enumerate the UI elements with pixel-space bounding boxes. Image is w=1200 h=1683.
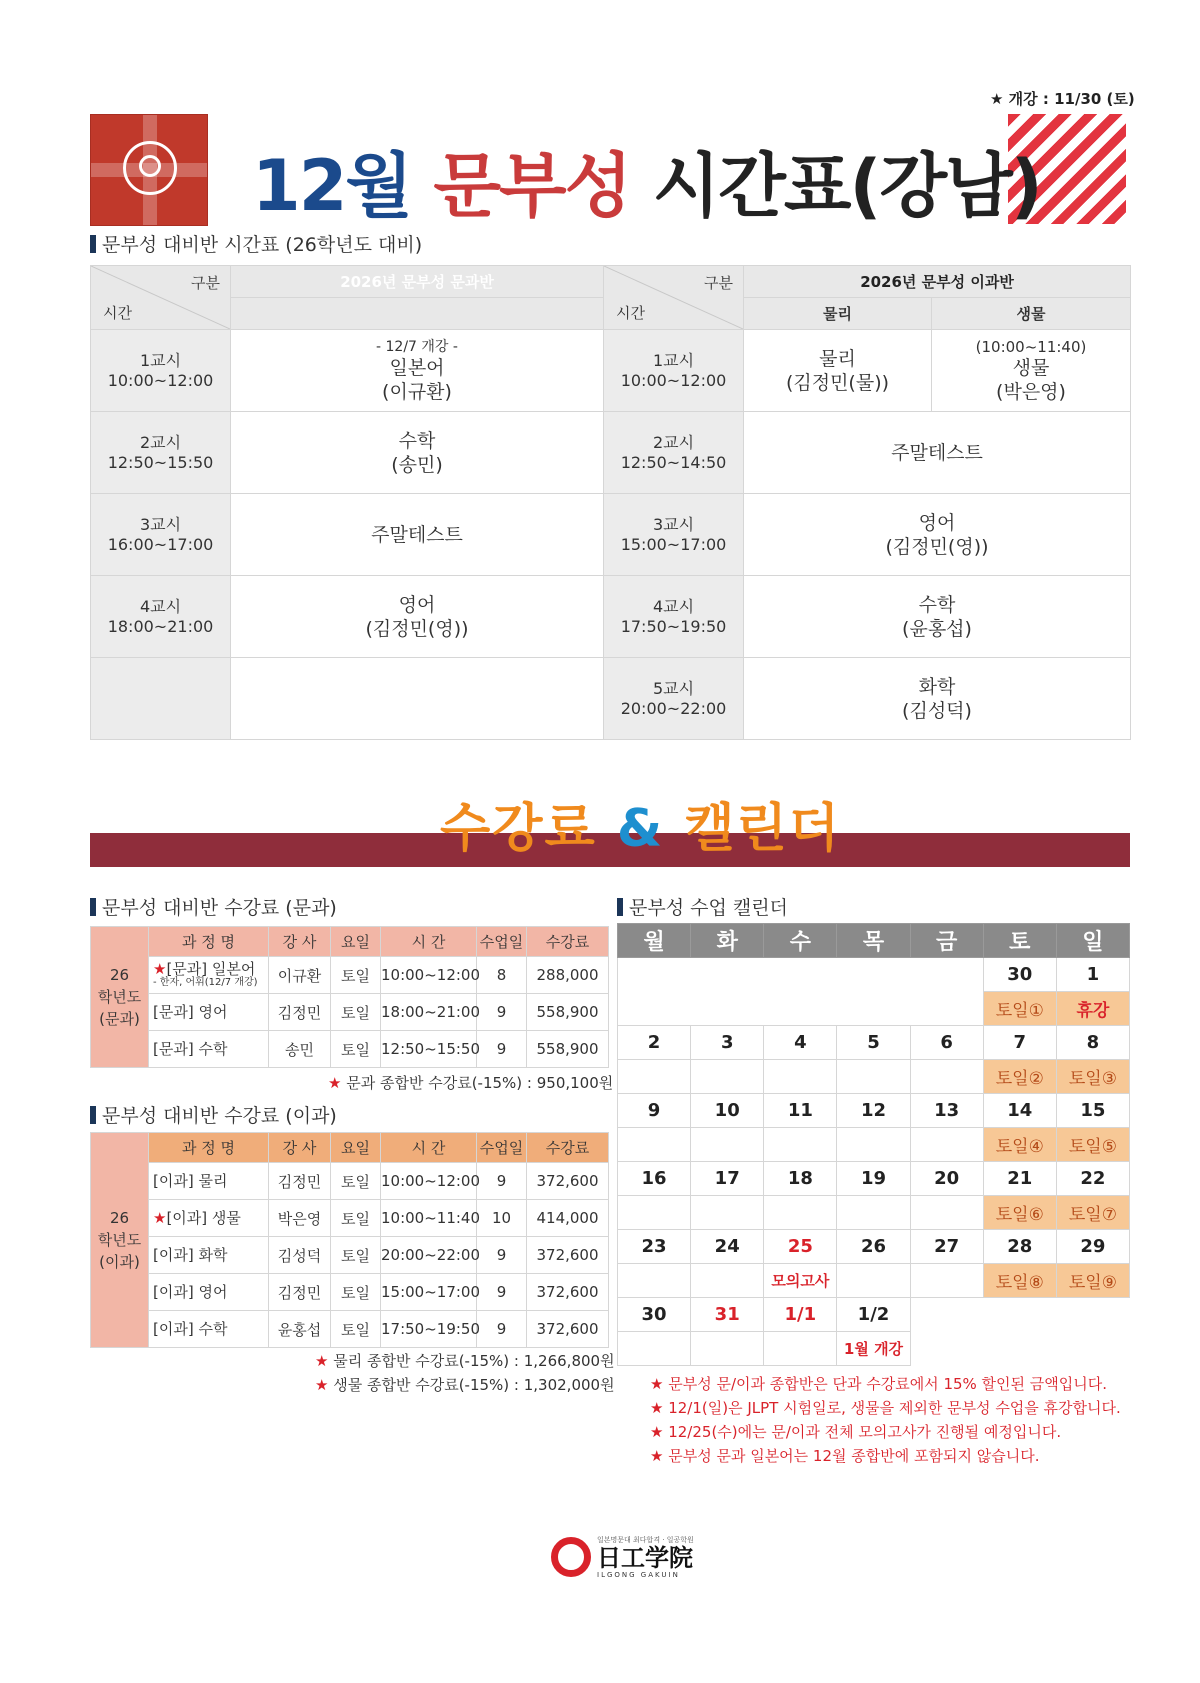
- mun-header: 2026년 문부성 문과반: [231, 266, 604, 298]
- calendar-note-3: ★ 12/25(수)에는 문/이과 전체 모의고사가 진행될 예정입니다.: [650, 1423, 1062, 1441]
- corner-cell: 구분 시간: [604, 266, 744, 330]
- page-title: 12월 문부성 시간표(강남): [252, 145, 1041, 227]
- calendar-heading: 문부성 수업 캘린더: [617, 893, 788, 920]
- mun-period-1: 1교시 10:00~12:00: [91, 330, 231, 412]
- i-period-1: 1교시 10:00~12:00: [604, 330, 744, 412]
- i-class-4: 수학 (윤홍섭): [744, 576, 1131, 658]
- timetable: [90, 265, 1131, 740]
- mun-subheader: [231, 298, 604, 330]
- calendar-day-header: 월 화 수 목 금 토 일: [618, 924, 1130, 958]
- mun-class-empty: [231, 658, 604, 740]
- gift-box-icon: [90, 114, 208, 226]
- mun-period-4: 4교시 18:00~21:00: [91, 576, 231, 658]
- i-period-3: 3교시 15:00~17:00: [604, 494, 744, 576]
- fee-i-note-2: ★ 생물 종합반 수강료(-15%) : 1,302,000원: [315, 1376, 615, 1394]
- calendar-note-2: ★ 12/1(일)은 JLPT 시험일로, 생물을 제외한 문부성 수업을 휴강합니다.: [650, 1399, 1121, 1417]
- fee-i-heading: 문부성 대비반 수강료 (이과): [90, 1101, 337, 1128]
- mun-period-3: 3교시 16:00~17:00: [91, 494, 231, 576]
- fee-mun-heading: 문부성 대비반 수강료 (문과): [90, 893, 337, 920]
- i-period-4: 4교시 17:50~19:50: [604, 576, 744, 658]
- mun-class-1: - 12/7 개강 - 일본어 (이규환): [231, 330, 604, 412]
- i-class-2: 주말테스트: [744, 412, 1131, 494]
- opening-date: ★ 개강 : 11/30 (토): [990, 90, 1135, 108]
- fee-mun-note: ★ 문과 종합반 수강료(-15%) : 950,100원: [328, 1074, 614, 1092]
- section-title: 수강료 & 캘린더: [440, 799, 841, 859]
- fee-mun-table: 26 학년도 (문과) 과 정 명 강 사 요일 시 간 수업일 수강료 ★[문과] 일본어 - 한자, 어휘(12/7 개강) 이규환 토일 10:00~12:00 8 288,000 [문과] 영어 김정민 토일 18:00~21:00 9 558,900 [문과] 수학 송민 토일 12:50~15:50 9 558,900: [90, 926, 609, 1068]
- mun-class-4: 영어 (김정민(영)): [231, 576, 604, 658]
- academy-logo: 일본명문대 최다합격 · 일공학원 日工学院 ILGONG GAKUIN: [551, 1535, 694, 1579]
- mun-class-3: 주말테스트: [231, 494, 604, 576]
- mun-period-2: 2교시 12:50~15:50: [91, 412, 231, 494]
- i-class-1-phys: 물리 (김정민(물)): [744, 330, 932, 412]
- i-period-5: 5교시 20:00~22:00: [604, 658, 744, 740]
- corner-cell: 구분 시간: [91, 266, 231, 330]
- i-sub-bio: 생물: [932, 298, 1131, 330]
- i-period-2: 2교시 12:50~14:50: [604, 412, 744, 494]
- timetable-heading: 문부성 대비반 시간표 (26학년도 대비): [90, 230, 422, 257]
- fee-i-side: 26 학년도 (이과): [91, 1133, 149, 1348]
- calendar: 월 화 수 목 금 토 일 30 1 토일① 휴강 2 3 4 5 6 7 8 토일② 토일③ 9 10 11 12 13 14 15 토일④ 토일⑤ 16 17 18 19 20 21 22 토일⑥ 토일⑦ 23 24 25 26 27 28 29 모의고사 토일⑧ 토일⑨ 30 31 1/1 1/2 1월 개강: [617, 923, 1130, 1366]
- i-class-3: 영어 (김정민(영)): [744, 494, 1131, 576]
- mun-class-2: 수학 (송민): [231, 412, 604, 494]
- table-row: [이과] 화학 김성덕 토일 20:00~22:00 9 372,600: [91, 1237, 609, 1274]
- table-row: [문과] 영어 김정민 토일 18:00~21:00 9 558,900: [91, 994, 609, 1031]
- table-row: ★[문과] 일본어 - 한자, 어휘(12/7 개강) 이규환 토일 10:00~12:00 8 288,000: [91, 957, 609, 994]
- fee-i-note-1: ★ 물리 종합반 수강료(-15%) : 1,266,800원: [315, 1352, 615, 1370]
- i-class-1-bio: (10:00~11:40) 생물 (박은영): [932, 330, 1131, 412]
- i-sub-phys: 물리: [744, 298, 932, 330]
- fee-i-table: 26 학년도 (이과) 과 정 명 강 사 요일 시 간 수업일 수강료 [이과] 물리 김정민 토일 10:00~12:00 9 372,600 ★[이과] 생물 박은영 토일 10:00~11:40 10 414,000 [이과] 화학 김성덕 토일 20:00~22:00 9 372,600 [이과] 영어 김정민 토일 15:00~17:00 9 372,600 [이과] 수학 윤홍섭 토일 17:50~19:50 9 372,600: [90, 1132, 609, 1348]
- calendar-note-4: ★ 문부성 문과 일본어는 12월 종합반에 포함되지 않습니다.: [650, 1447, 1040, 1465]
- table-row: [이과] 물리 김정민 토일 10:00~12:00 9 372,600: [91, 1163, 609, 1200]
- table-row: [이과] 수학 윤홍섭 토일 17:50~19:50 9 372,600: [91, 1311, 609, 1348]
- mun-period-empty: [91, 658, 231, 740]
- logo-ring-icon: [551, 1537, 591, 1577]
- table-row: ★[이과] 생물 박은영 토일 10:00~11:40 10 414,000: [91, 1200, 609, 1237]
- i-header: 2026년 문부성 이과반: [744, 266, 1131, 298]
- calendar-note-1: ★ 문부성 문/이과 종합반은 단과 수강료에서 15% 할인된 금액입니다.: [650, 1375, 1108, 1393]
- table-row: [이과] 영어 김정민 토일 15:00~17:00 9 372,600: [91, 1274, 609, 1311]
- table-row: [문과] 수학 송민 토일 12:50~15:50 9 558,900: [91, 1031, 609, 1068]
- fee-mun-side: 26 학년도 (문과): [91, 927, 149, 1068]
- i-class-5: 화학 (김성덕): [744, 658, 1131, 740]
